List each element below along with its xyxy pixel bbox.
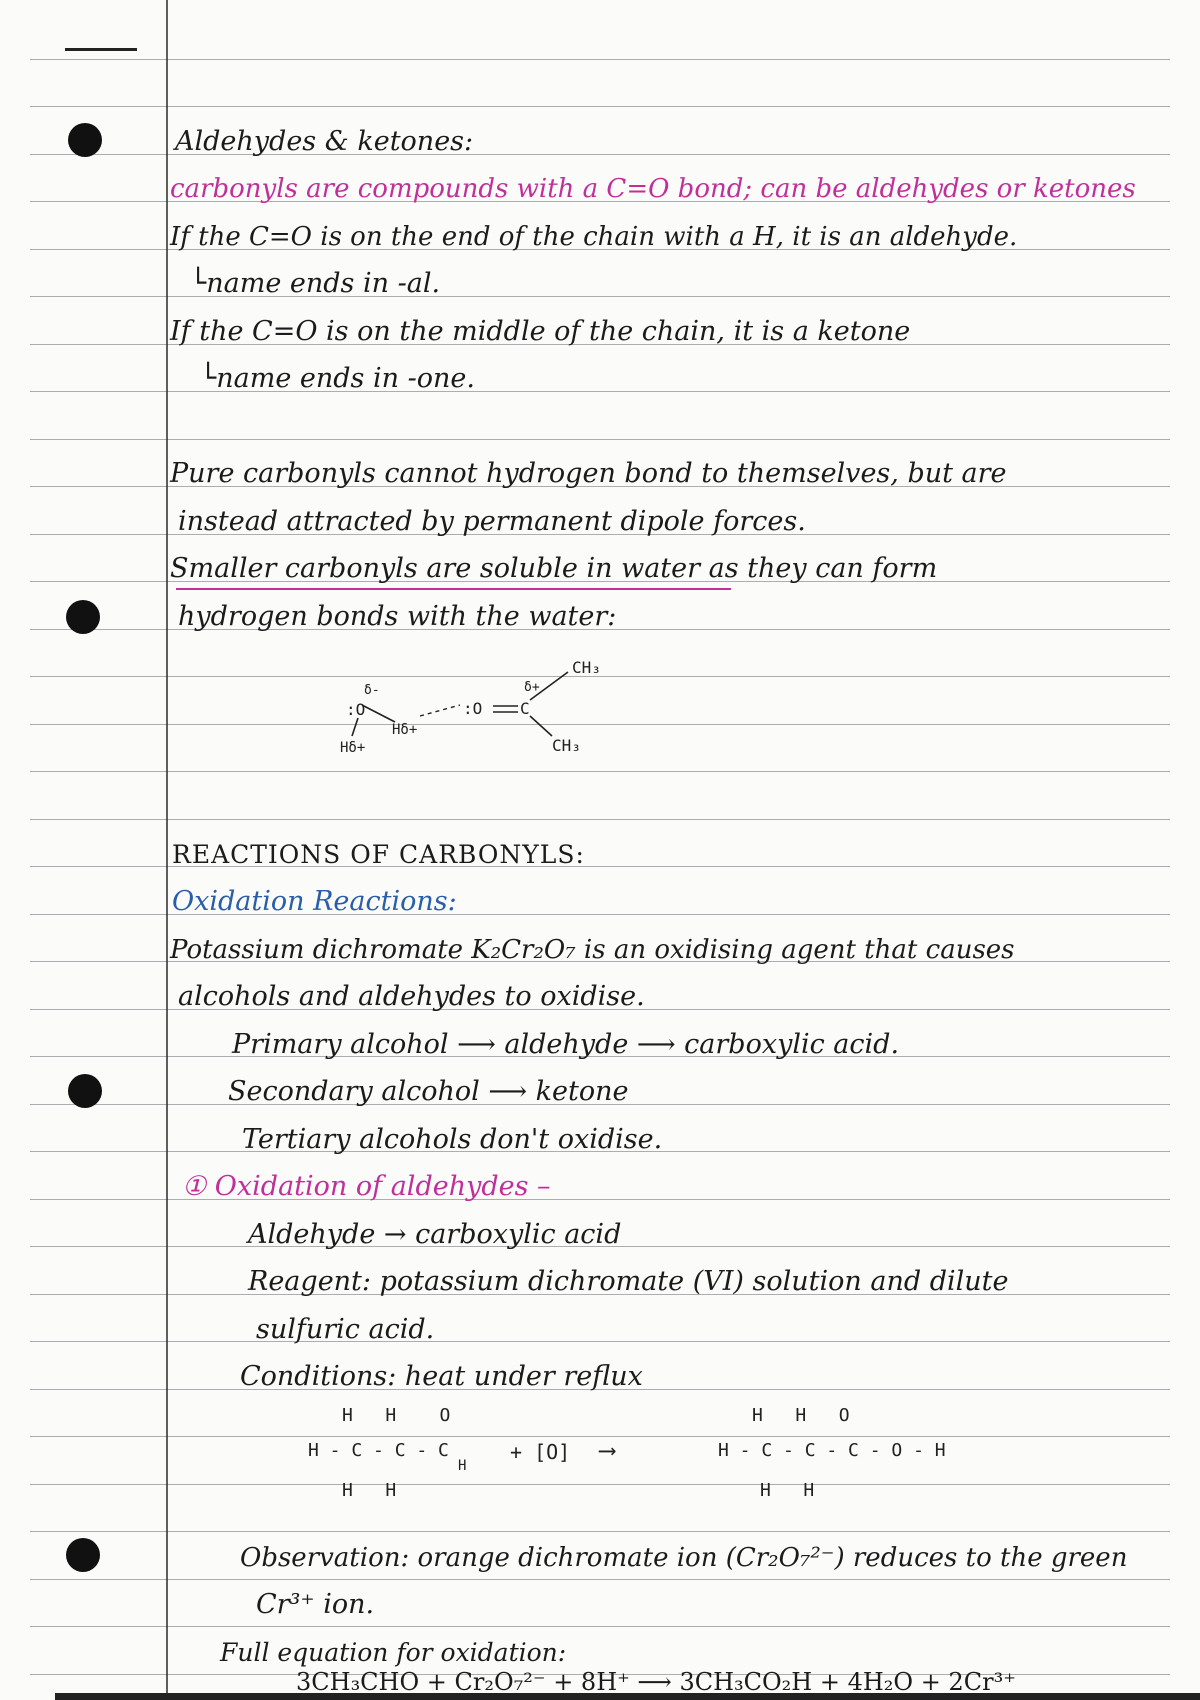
reagent-line-2: sulfuric acid. — [256, 1314, 435, 1345]
reactant-main-chain: H - C - C - C — [308, 1440, 449, 1461]
hydrogen-bond-note-2: instead attracted by permanent dipole forces. — [178, 506, 806, 537]
water-oxygen-charge: δ- — [364, 683, 380, 698]
conditions-line: Conditions: heat under reflux — [240, 1361, 643, 1392]
aldehyde-rule: If the C=O is on the end of the chain with a H, it is an aldehyde. — [170, 222, 1018, 252]
reactant-top-atoms: H H O — [342, 1405, 451, 1426]
water-hydrogen-right: Hδ+ — [392, 722, 418, 738]
observation-line-2: Cr³⁺ ion. — [256, 1589, 375, 1620]
solubility-note-2: hydrogen bonds with the water: — [178, 601, 617, 632]
plus-oxygen: + [O] — [510, 1440, 571, 1464]
reactant-bottom-atoms: H H — [342, 1480, 397, 1501]
ketone-name-ending: └name ends in -one. — [200, 363, 475, 394]
ketone-rule: If the C=O is on the middle of the chain, it is a ketone — [170, 316, 911, 347]
water-hydrogen-left: Hδ+ — [340, 740, 366, 756]
water-oxygen: :O — [346, 700, 366, 719]
full-equation-label: Full equation for oxidation: — [220, 1638, 567, 1667]
dichromate-note-2: alcohols and aldehydes to oxidise. — [178, 981, 645, 1012]
product-main-chain: H - C - C - C - O - H — [718, 1440, 946, 1461]
reactant-aldehyde-hydrogen: H — [458, 1458, 467, 1474]
observation-line-1: Observation: orange dichromate ion (Cr₂O₇²⁻) reduces to the green — [240, 1543, 1128, 1573]
carbonyl-oxygen: :O — [463, 699, 483, 718]
tertiary-alcohol-note: Tertiary alcohols don't oxidise. — [242, 1124, 663, 1155]
carbonyl-carbon-charge: δ+ — [524, 680, 540, 695]
reagent-line-1: Reagent: potassium dichromate (VI) solution and dilute — [248, 1266, 1009, 1297]
carbonyl-carbon: C — [520, 699, 530, 718]
aldehyde-name-ending: └name ends in -al. — [190, 268, 441, 299]
secondary-alcohol-oxidation: Secondary alcohol ⟶ ketone — [228, 1076, 629, 1107]
methyl-group-top: CH₃ — [572, 658, 601, 677]
dichromate-note-1: Potassium dichromate K₂Cr₂O₇ is an oxidising agent that causes — [170, 935, 1015, 965]
product-bottom-atoms: H H — [760, 1480, 815, 1501]
full-equation: 3CH₃CHO + Cr₂O₇²⁻ + 8H⁺ ⟶ 3CH₃CO₂H + 4H₂O + 2Cr³⁺ — [296, 1668, 1016, 1696]
oxidation-reactions-heading: Oxidation Reactions: — [172, 886, 457, 917]
solubility-note-1: Smaller carbonyls are soluble in water as they can form — [170, 553, 938, 584]
reaction-arrow: ⟶ — [600, 1436, 615, 1464]
primary-alcohol-oxidation: Primary alcohol ⟶ aldehyde ⟶ carboxylic acid. — [232, 1029, 900, 1060]
product-top-atoms: H H O — [752, 1405, 850, 1426]
carbonyl-definition: carbonyls are compounds with a C=O bond; can be aldehydes or ketones — [170, 174, 1136, 204]
hydrogen-bond-note-1: Pure carbonyls cannot hydrogen bond to themselves, but are — [170, 458, 1007, 489]
oxidation-of-aldehydes-heading: ① Oxidation of aldehydes – — [182, 1171, 551, 1202]
aldehyde-to-acid: Aldehyde → carboxylic acid — [248, 1219, 622, 1250]
methyl-group-bottom: CH₃ — [552, 736, 581, 755]
reactions-heading: REACTIONS OF CARBONYLS: — [172, 840, 585, 869]
section-heading: Aldehydes & ketones: — [175, 126, 474, 157]
